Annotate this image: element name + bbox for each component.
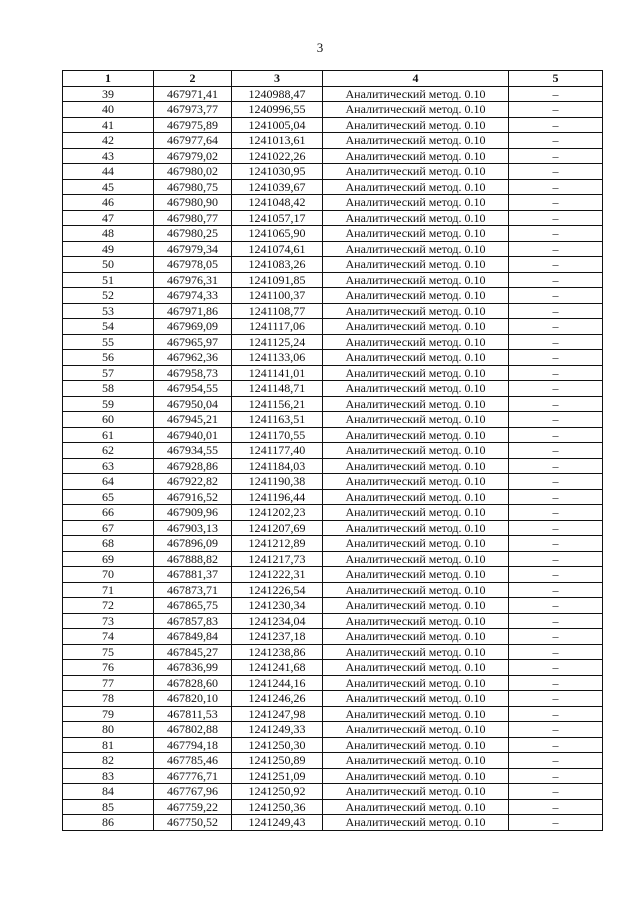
y-coordinate-cell: 1241217,73 xyxy=(232,551,323,567)
y-coordinate-cell: 1241177,40 xyxy=(232,443,323,459)
note-cell: – xyxy=(509,319,603,335)
table-row xyxy=(63,288,603,304)
note-cell: – xyxy=(509,505,603,521)
method-cell: Аналитический метод. 0.10 xyxy=(323,505,509,521)
point-number-cell: 65 xyxy=(63,489,154,505)
method-cell: Аналитический метод. 0.10 xyxy=(323,86,509,102)
y-coordinate-cell: 1241246,26 xyxy=(232,691,323,707)
point-number-cell: 78 xyxy=(63,691,154,707)
table-row xyxy=(63,102,603,118)
point-number-cell: 79 xyxy=(63,706,154,722)
column-header-5: 5 xyxy=(509,71,603,87)
method-cell: Аналитический метод. 0.10 xyxy=(323,148,509,164)
y-coordinate-cell: 1241222,31 xyxy=(232,567,323,583)
method-cell: Аналитический метод. 0.10 xyxy=(323,474,509,490)
method-cell: Аналитический метод. 0.10 xyxy=(323,396,509,412)
table-row xyxy=(63,458,603,474)
x-coordinate-cell: 467828,60 xyxy=(154,675,232,691)
x-coordinate-cell: 467975,89 xyxy=(154,117,232,133)
point-number-cell: 63 xyxy=(63,458,154,474)
y-coordinate-cell: 1241125,24 xyxy=(232,334,323,350)
method-cell: Аналитический метод. 0.10 xyxy=(323,365,509,381)
note-cell: – xyxy=(509,520,603,536)
method-cell: Аналитический метод. 0.10 xyxy=(323,660,509,676)
note-cell: – xyxy=(509,303,603,319)
method-cell: Аналитический метод. 0.10 xyxy=(323,722,509,738)
y-coordinate-cell: 1241237,18 xyxy=(232,629,323,645)
x-coordinate-cell: 467973,77 xyxy=(154,102,232,118)
y-coordinate-cell: 1241117,06 xyxy=(232,319,323,335)
note-cell: – xyxy=(509,443,603,459)
y-coordinate-cell: 1241249,33 xyxy=(232,722,323,738)
table-row xyxy=(63,753,603,769)
x-coordinate-cell: 467980,75 xyxy=(154,179,232,195)
point-number-cell: 64 xyxy=(63,474,154,490)
note-cell: – xyxy=(509,784,603,800)
point-number-cell: 74 xyxy=(63,629,154,645)
x-coordinate-cell: 467802,88 xyxy=(154,722,232,738)
x-coordinate-cell: 467965,97 xyxy=(154,334,232,350)
method-cell: Аналитический метод. 0.10 xyxy=(323,350,509,366)
x-coordinate-cell: 467865,75 xyxy=(154,598,232,614)
note-cell: – xyxy=(509,257,603,273)
table-row xyxy=(63,784,603,800)
x-coordinate-cell: 467945,21 xyxy=(154,412,232,428)
note-cell: – xyxy=(509,350,603,366)
table-row xyxy=(63,179,603,195)
table-row xyxy=(63,427,603,443)
note-cell: – xyxy=(509,722,603,738)
point-number-cell: 50 xyxy=(63,257,154,273)
note-cell: – xyxy=(509,102,603,118)
x-coordinate-cell: 467776,71 xyxy=(154,768,232,784)
method-cell: Аналитический метод. 0.10 xyxy=(323,551,509,567)
note-cell: – xyxy=(509,164,603,180)
method-cell: Аналитический метод. 0.10 xyxy=(323,164,509,180)
x-coordinate-cell: 467888,82 xyxy=(154,551,232,567)
y-coordinate-cell: 1241148,71 xyxy=(232,381,323,397)
point-number-cell: 48 xyxy=(63,226,154,242)
x-coordinate-cell: 467980,02 xyxy=(154,164,232,180)
table-row xyxy=(63,148,603,164)
note-cell: – xyxy=(509,675,603,691)
method-cell: Аналитический метод. 0.10 xyxy=(323,195,509,211)
x-coordinate-cell: 467971,41 xyxy=(154,86,232,102)
point-number-cell: 52 xyxy=(63,288,154,304)
y-coordinate-cell: 1241163,51 xyxy=(232,412,323,428)
y-coordinate-cell: 1241234,04 xyxy=(232,613,323,629)
point-number-cell: 75 xyxy=(63,644,154,660)
note-cell: – xyxy=(509,598,603,614)
point-number-cell: 67 xyxy=(63,520,154,536)
table-row xyxy=(63,489,603,505)
method-cell: Аналитический метод. 0.10 xyxy=(323,179,509,195)
y-coordinate-cell: 1241207,69 xyxy=(232,520,323,536)
method-cell: Аналитический метод. 0.10 xyxy=(323,799,509,815)
y-coordinate-cell: 1241212,89 xyxy=(232,536,323,552)
point-number-cell: 40 xyxy=(63,102,154,118)
note-cell: – xyxy=(509,582,603,598)
method-cell: Аналитический метод. 0.10 xyxy=(323,784,509,800)
table-row xyxy=(63,520,603,536)
point-number-cell: 51 xyxy=(63,272,154,288)
x-coordinate-cell: 467979,34 xyxy=(154,241,232,257)
point-number-cell: 47 xyxy=(63,210,154,226)
table-row xyxy=(63,86,603,102)
point-number-cell: 85 xyxy=(63,799,154,815)
y-coordinate-cell: 1241238,86 xyxy=(232,644,323,660)
point-number-cell: 59 xyxy=(63,396,154,412)
table-row xyxy=(63,551,603,567)
x-coordinate-cell: 467750,52 xyxy=(154,815,232,831)
x-coordinate-cell: 467978,05 xyxy=(154,257,232,273)
x-coordinate-cell: 467820,10 xyxy=(154,691,232,707)
y-coordinate-cell: 1241065,90 xyxy=(232,226,323,242)
point-number-cell: 82 xyxy=(63,753,154,769)
x-coordinate-cell: 467962,36 xyxy=(154,350,232,366)
x-coordinate-cell: 467873,71 xyxy=(154,582,232,598)
x-coordinate-cell: 467971,86 xyxy=(154,303,232,319)
note-cell: – xyxy=(509,133,603,149)
point-number-cell: 76 xyxy=(63,660,154,676)
note-cell: – xyxy=(509,210,603,226)
method-cell: Аналитический метод. 0.10 xyxy=(323,582,509,598)
method-cell: Аналитический метод. 0.10 xyxy=(323,412,509,428)
x-coordinate-cell: 467934,55 xyxy=(154,443,232,459)
note-cell: – xyxy=(509,427,603,443)
x-coordinate-cell: 467881,37 xyxy=(154,567,232,583)
column-header-3: 3 xyxy=(232,71,323,87)
note-cell: – xyxy=(509,241,603,257)
y-coordinate-cell: 1241108,77 xyxy=(232,303,323,319)
x-coordinate-cell: 467849,84 xyxy=(154,629,232,645)
note-cell: – xyxy=(509,365,603,381)
point-number-cell: 73 xyxy=(63,613,154,629)
point-number-cell: 58 xyxy=(63,381,154,397)
table-row xyxy=(63,737,603,753)
method-cell: Аналитический метод. 0.10 xyxy=(323,675,509,691)
y-coordinate-cell: 1241250,30 xyxy=(232,737,323,753)
method-cell: Аналитический метод. 0.10 xyxy=(323,629,509,645)
table-row xyxy=(63,567,603,583)
note-cell: – xyxy=(509,148,603,164)
y-coordinate-cell: 1241022,26 xyxy=(232,148,323,164)
table-row xyxy=(63,644,603,660)
table-row xyxy=(63,303,603,319)
note-cell: – xyxy=(509,536,603,552)
y-coordinate-cell: 1241156,21 xyxy=(232,396,323,412)
y-coordinate-cell: 1241249,43 xyxy=(232,815,323,831)
table-row xyxy=(63,582,603,598)
table-row xyxy=(63,226,603,242)
table-row xyxy=(63,334,603,350)
table-row xyxy=(63,412,603,428)
note-cell: – xyxy=(509,613,603,629)
method-cell: Аналитический метод. 0.10 xyxy=(323,272,509,288)
note-cell: – xyxy=(509,474,603,490)
x-coordinate-cell: 467979,02 xyxy=(154,148,232,164)
y-coordinate-cell: 1240996,55 xyxy=(232,102,323,118)
method-cell: Аналитический метод. 0.10 xyxy=(323,737,509,753)
y-coordinate-cell: 1241013,61 xyxy=(232,133,323,149)
method-cell: Аналитический метод. 0.10 xyxy=(323,644,509,660)
y-coordinate-cell: 1241250,36 xyxy=(232,799,323,815)
method-cell: Аналитический метод. 0.10 xyxy=(323,458,509,474)
table-row xyxy=(63,365,603,381)
x-coordinate-cell: 467811,53 xyxy=(154,706,232,722)
y-coordinate-cell: 1241091,85 xyxy=(232,272,323,288)
x-coordinate-cell: 467940,01 xyxy=(154,427,232,443)
note-cell: – xyxy=(509,799,603,815)
y-coordinate-cell: 1241184,03 xyxy=(232,458,323,474)
x-coordinate-cell: 467969,09 xyxy=(154,319,232,335)
point-number-cell: 53 xyxy=(63,303,154,319)
method-cell: Аналитический метод. 0.10 xyxy=(323,117,509,133)
point-number-cell: 44 xyxy=(63,164,154,180)
note-cell: – xyxy=(509,195,603,211)
point-number-cell: 69 xyxy=(63,551,154,567)
y-coordinate-cell: 1241241,68 xyxy=(232,660,323,676)
x-coordinate-cell: 467977,64 xyxy=(154,133,232,149)
method-cell: Аналитический метод. 0.10 xyxy=(323,133,509,149)
table-row xyxy=(63,257,603,273)
table-row xyxy=(63,210,603,226)
y-coordinate-cell: 1241100,37 xyxy=(232,288,323,304)
y-coordinate-cell: 1241226,54 xyxy=(232,582,323,598)
method-cell: Аналитический метод. 0.10 xyxy=(323,334,509,350)
note-cell: – xyxy=(509,412,603,428)
table-row xyxy=(63,396,603,412)
table-body xyxy=(63,86,603,830)
table-row xyxy=(63,768,603,784)
x-coordinate-cell: 467916,52 xyxy=(154,489,232,505)
point-number-cell: 39 xyxy=(63,86,154,102)
y-coordinate-cell: 1241202,23 xyxy=(232,505,323,521)
table-row xyxy=(63,691,603,707)
y-coordinate-cell: 1241251,09 xyxy=(232,768,323,784)
table-row xyxy=(63,722,603,738)
note-cell: – xyxy=(509,815,603,831)
method-cell: Аналитический метод. 0.10 xyxy=(323,257,509,273)
method-cell: Аналитический метод. 0.10 xyxy=(323,815,509,831)
point-number-cell: 49 xyxy=(63,241,154,257)
note-cell: – xyxy=(509,117,603,133)
point-number-cell: 41 xyxy=(63,117,154,133)
y-coordinate-cell: 1241196,44 xyxy=(232,489,323,505)
y-coordinate-cell: 1240988,47 xyxy=(232,86,323,102)
point-number-cell: 55 xyxy=(63,334,154,350)
y-coordinate-cell: 1241190,38 xyxy=(232,474,323,490)
method-cell: Аналитический метод. 0.10 xyxy=(323,443,509,459)
method-cell: Аналитический метод. 0.10 xyxy=(323,520,509,536)
y-coordinate-cell: 1241250,92 xyxy=(232,784,323,800)
x-coordinate-cell: 467794,18 xyxy=(154,737,232,753)
note-cell: – xyxy=(509,706,603,722)
note-cell: – xyxy=(509,489,603,505)
table-row xyxy=(63,164,603,180)
table-row xyxy=(63,319,603,335)
note-cell: – xyxy=(509,737,603,753)
point-number-cell: 84 xyxy=(63,784,154,800)
x-coordinate-cell: 467950,04 xyxy=(154,396,232,412)
note-cell: – xyxy=(509,691,603,707)
x-coordinate-cell: 467928,86 xyxy=(154,458,232,474)
y-coordinate-cell: 1241230,34 xyxy=(232,598,323,614)
x-coordinate-cell: 467909,96 xyxy=(154,505,232,521)
x-coordinate-cell: 467976,31 xyxy=(154,272,232,288)
table-row xyxy=(63,660,603,676)
note-cell: – xyxy=(509,288,603,304)
y-coordinate-cell: 1241247,98 xyxy=(232,706,323,722)
note-cell: – xyxy=(509,644,603,660)
x-coordinate-cell: 467767,96 xyxy=(154,784,232,800)
point-number-cell: 68 xyxy=(63,536,154,552)
point-number-cell: 81 xyxy=(63,737,154,753)
y-coordinate-cell: 1241141,01 xyxy=(232,365,323,381)
note-cell: – xyxy=(509,396,603,412)
note-cell: – xyxy=(509,629,603,645)
x-coordinate-cell: 467845,27 xyxy=(154,644,232,660)
table-row xyxy=(63,505,603,521)
method-cell: Аналитический метод. 0.10 xyxy=(323,753,509,769)
table-row xyxy=(63,629,603,645)
y-coordinate-cell: 1241244,16 xyxy=(232,675,323,691)
table-row xyxy=(63,598,603,614)
point-number-cell: 71 xyxy=(63,582,154,598)
note-cell: – xyxy=(509,334,603,350)
method-cell: Аналитический метод. 0.10 xyxy=(323,598,509,614)
note-cell: – xyxy=(509,226,603,242)
point-number-cell: 56 xyxy=(63,350,154,366)
method-cell: Аналитический метод. 0.10 xyxy=(323,210,509,226)
x-coordinate-cell: 467974,33 xyxy=(154,288,232,304)
point-number-cell: 66 xyxy=(63,505,154,521)
y-coordinate-cell: 1241170,55 xyxy=(232,427,323,443)
table-row xyxy=(63,815,603,831)
table-row xyxy=(63,133,603,149)
x-coordinate-cell: 467759,22 xyxy=(154,799,232,815)
note-cell: – xyxy=(509,381,603,397)
y-coordinate-cell: 1241039,67 xyxy=(232,179,323,195)
column-header-4: 4 xyxy=(323,71,509,87)
x-coordinate-cell: 467980,25 xyxy=(154,226,232,242)
y-coordinate-cell: 1241074,61 xyxy=(232,241,323,257)
point-number-cell: 86 xyxy=(63,815,154,831)
point-number-cell: 54 xyxy=(63,319,154,335)
table-row xyxy=(63,443,603,459)
table-row xyxy=(63,706,603,722)
method-cell: Аналитический метод. 0.10 xyxy=(323,567,509,583)
x-coordinate-cell: 467980,77 xyxy=(154,210,232,226)
method-cell: Аналитический метод. 0.10 xyxy=(323,303,509,319)
table-row xyxy=(63,195,603,211)
table-row xyxy=(63,613,603,629)
point-number-cell: 77 xyxy=(63,675,154,691)
y-coordinate-cell: 1241057,17 xyxy=(232,210,323,226)
point-number-cell: 62 xyxy=(63,443,154,459)
method-cell: Аналитический метод. 0.10 xyxy=(323,536,509,552)
y-coordinate-cell: 1241030,95 xyxy=(232,164,323,180)
note-cell: – xyxy=(509,458,603,474)
page-number: 3 xyxy=(316,40,324,55)
table-row xyxy=(63,272,603,288)
table-row xyxy=(63,675,603,691)
method-cell: Аналитический метод. 0.10 xyxy=(323,241,509,257)
method-cell: Аналитический метод. 0.10 xyxy=(323,427,509,443)
y-coordinate-cell: 1241048,42 xyxy=(232,195,323,211)
note-cell: – xyxy=(509,567,603,583)
note-cell: – xyxy=(509,660,603,676)
coordinates-table xyxy=(62,70,603,831)
x-coordinate-cell: 467785,46 xyxy=(154,753,232,769)
note-cell: – xyxy=(509,768,603,784)
table-row xyxy=(63,536,603,552)
x-coordinate-cell: 467980,90 xyxy=(154,195,232,211)
y-coordinate-cell: 1241083,26 xyxy=(232,257,323,273)
method-cell: Аналитический метод. 0.10 xyxy=(323,691,509,707)
method-cell: Аналитический метод. 0.10 xyxy=(323,706,509,722)
note-cell: – xyxy=(509,551,603,567)
point-number-cell: 46 xyxy=(63,195,154,211)
table-header-row xyxy=(63,71,603,87)
x-coordinate-cell: 467857,83 xyxy=(154,613,232,629)
x-coordinate-cell: 467903,13 xyxy=(154,520,232,536)
point-number-cell: 72 xyxy=(63,598,154,614)
y-coordinate-cell: 1241005,04 xyxy=(232,117,323,133)
point-number-cell: 42 xyxy=(63,133,154,149)
point-number-cell: 43 xyxy=(63,148,154,164)
method-cell: Аналитический метод. 0.10 xyxy=(323,319,509,335)
note-cell: – xyxy=(509,179,603,195)
method-cell: Аналитический метод. 0.10 xyxy=(323,226,509,242)
table-row xyxy=(63,117,603,133)
point-number-cell: 60 xyxy=(63,412,154,428)
note-cell: – xyxy=(509,753,603,769)
x-coordinate-cell: 467954,55 xyxy=(154,381,232,397)
column-header-2: 2 xyxy=(154,71,232,87)
x-coordinate-cell: 467922,82 xyxy=(154,474,232,490)
method-cell: Аналитический метод. 0.10 xyxy=(323,381,509,397)
table-row xyxy=(63,381,603,397)
method-cell: Аналитический метод. 0.10 xyxy=(323,489,509,505)
y-coordinate-cell: 1241250,89 xyxy=(232,753,323,769)
table-row xyxy=(63,241,603,257)
point-number-cell: 70 xyxy=(63,567,154,583)
point-number-cell: 83 xyxy=(63,768,154,784)
point-number-cell: 57 xyxy=(63,365,154,381)
table-row xyxy=(63,474,603,490)
method-cell: Аналитический метод. 0.10 xyxy=(323,288,509,304)
column-header-1: 1 xyxy=(63,71,154,87)
y-coordinate-cell: 1241133,06 xyxy=(232,350,323,366)
method-cell: Аналитический метод. 0.10 xyxy=(323,102,509,118)
point-number-cell: 80 xyxy=(63,722,154,738)
note-cell: – xyxy=(509,86,603,102)
point-number-cell: 61 xyxy=(63,427,154,443)
point-number-cell: 45 xyxy=(63,179,154,195)
table-row xyxy=(63,799,603,815)
x-coordinate-cell: 467896,09 xyxy=(154,536,232,552)
table-row xyxy=(63,350,603,366)
method-cell: Аналитический метод. 0.10 xyxy=(323,768,509,784)
note-cell: – xyxy=(509,272,603,288)
x-coordinate-cell: 467836,99 xyxy=(154,660,232,676)
x-coordinate-cell: 467958,73 xyxy=(154,365,232,381)
method-cell: Аналитический метод. 0.10 xyxy=(323,613,509,629)
